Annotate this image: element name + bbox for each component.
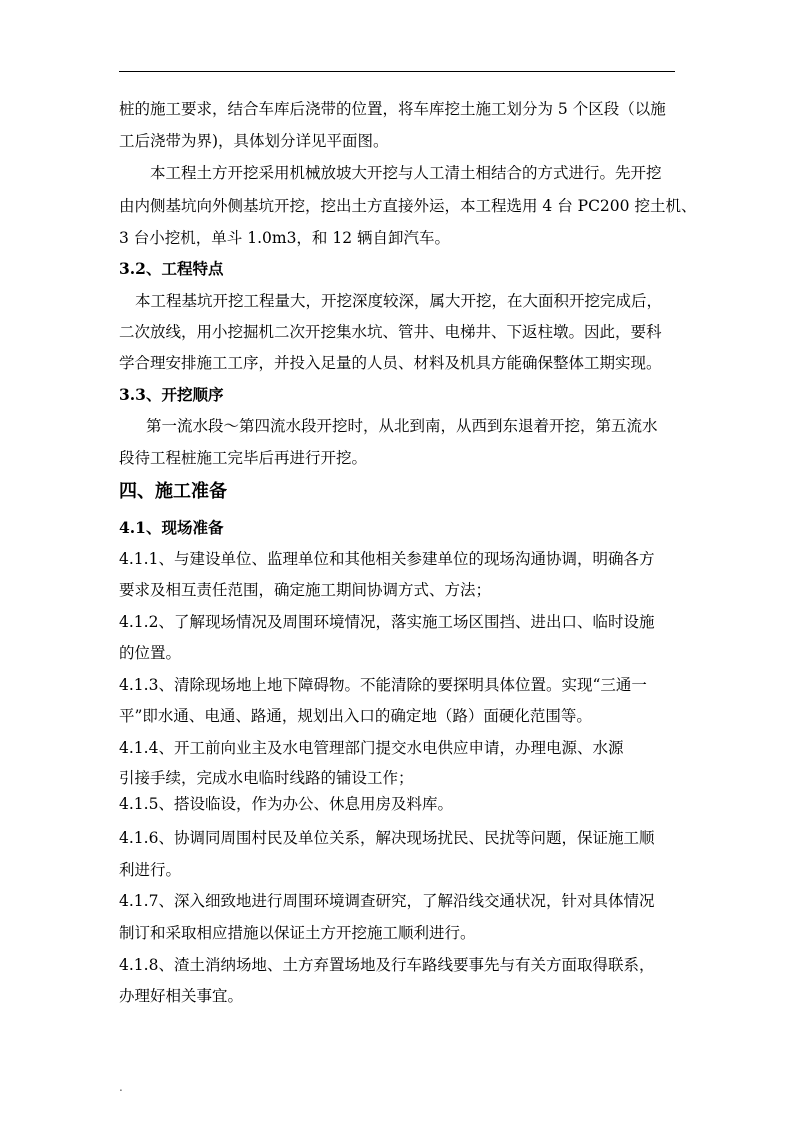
- paragraph-line: 工后浇带为界)，具体划分详见平面图。: [119, 132, 389, 150]
- chapter-heading-4: 四、施工准备: [119, 481, 227, 502]
- list-item-4-1-8: 4.1.8、渣土消纳场地、土方弃置场地及行车路线要事先与有关方面取得联系，: [119, 956, 655, 974]
- list-item-4-1-2: 4.1.2、了解现场情况及周围环境情况，落实施工场区围挡、进出口、临时设施: [119, 613, 655, 631]
- section-heading-4-1: 4.1、现场准备: [119, 518, 224, 537]
- paragraph-line: 要求及相互责任范围，确定施工期间协调方式、方法；: [119, 581, 492, 599]
- list-item-4-1-7: 4.1.7、深入细致地进行周围环境调查研究，了解沿线交通状况，针对具体情况: [119, 892, 655, 910]
- paragraph-line: 本工程土方开挖采用机械放坡大开挖与人工清土相结合的方式进行。先开挖: [150, 164, 662, 182]
- paragraph-line: 桩的施工要求，结合车库后浇带的位置，将车库挖土施工划分为 5 个区段（以施: [119, 100, 666, 118]
- paragraph-line: 利进行。: [119, 861, 182, 879]
- list-item-4-1-4: 4.1.4、开工前向业主及水电管理部门提交水电供应申请，办理电源、水源: [119, 739, 624, 757]
- paragraph-line: 引接手续，完成水电临时线路的铺设工作；: [119, 769, 414, 787]
- paragraph-line: 办理好相关事宜。: [119, 987, 244, 1005]
- list-item-4-1-3: 4.1.3、清除现场地上地下障碍物。不能清除的要探明具体位置。实现“三通一: [119, 676, 647, 694]
- paragraph-line: 制订和采取相应措施以保证土方开挖施工顺利进行。: [119, 924, 476, 942]
- paragraph-line: 本工程基坑开挖工程量大，开挖深度较深，属大开挖，在大面积开挖完成后，: [135, 292, 663, 310]
- list-item-4-1-5: 4.1.5、搭设临设，作为办公、休息用房及料库。: [119, 795, 453, 813]
- section-heading-3-3: 3.3、开挖顺序: [119, 385, 224, 404]
- paragraph-line: 二次放线，用小挖掘机二次开挖集水坑、管井、电梯井、下返柱墩。因此，要科: [119, 323, 662, 341]
- list-item-4-1-1: 4.1.1、与建设单位、监理单位和其他相关参建单位的现场沟通协调，明确各方: [119, 550, 655, 568]
- paragraph-line: 段待工程桩施工完毕后再进行开挖。: [119, 449, 368, 467]
- paragraph-line: 第一流水段～第四流水段开挖时，从北到南，从西到东退着开挖，第五流水: [146, 417, 658, 435]
- paragraph-line: 的位置。: [119, 644, 182, 662]
- list-item-4-1-6: 4.1.6、协调同周围村民及单位关系，解决现场扰民、民扰等问题，保证施工顺: [119, 829, 655, 847]
- paragraph-line: 学合理安排施工工序，并投入足量的人员、材料及机具方能确保整体工期实现。: [119, 354, 662, 372]
- section-heading-3-2: 3.2、工程特点: [119, 259, 224, 278]
- footer-mark: .: [119, 1080, 123, 1094]
- paragraph-line: 3 台小挖机，单斗 1.0m3，和 12 辆自卸汽车。: [119, 229, 451, 247]
- paragraph-line: 由内侧基坑向外侧基坑开挖，挖出土方直接外运，本工程选用 4 台 PC200 挖土机、: [119, 197, 697, 215]
- paragraph-line: 平”即水通、电通、路通，规划出入口的确定地（路）面硬化范围等。: [119, 707, 592, 725]
- header-rule: [119, 71, 675, 72]
